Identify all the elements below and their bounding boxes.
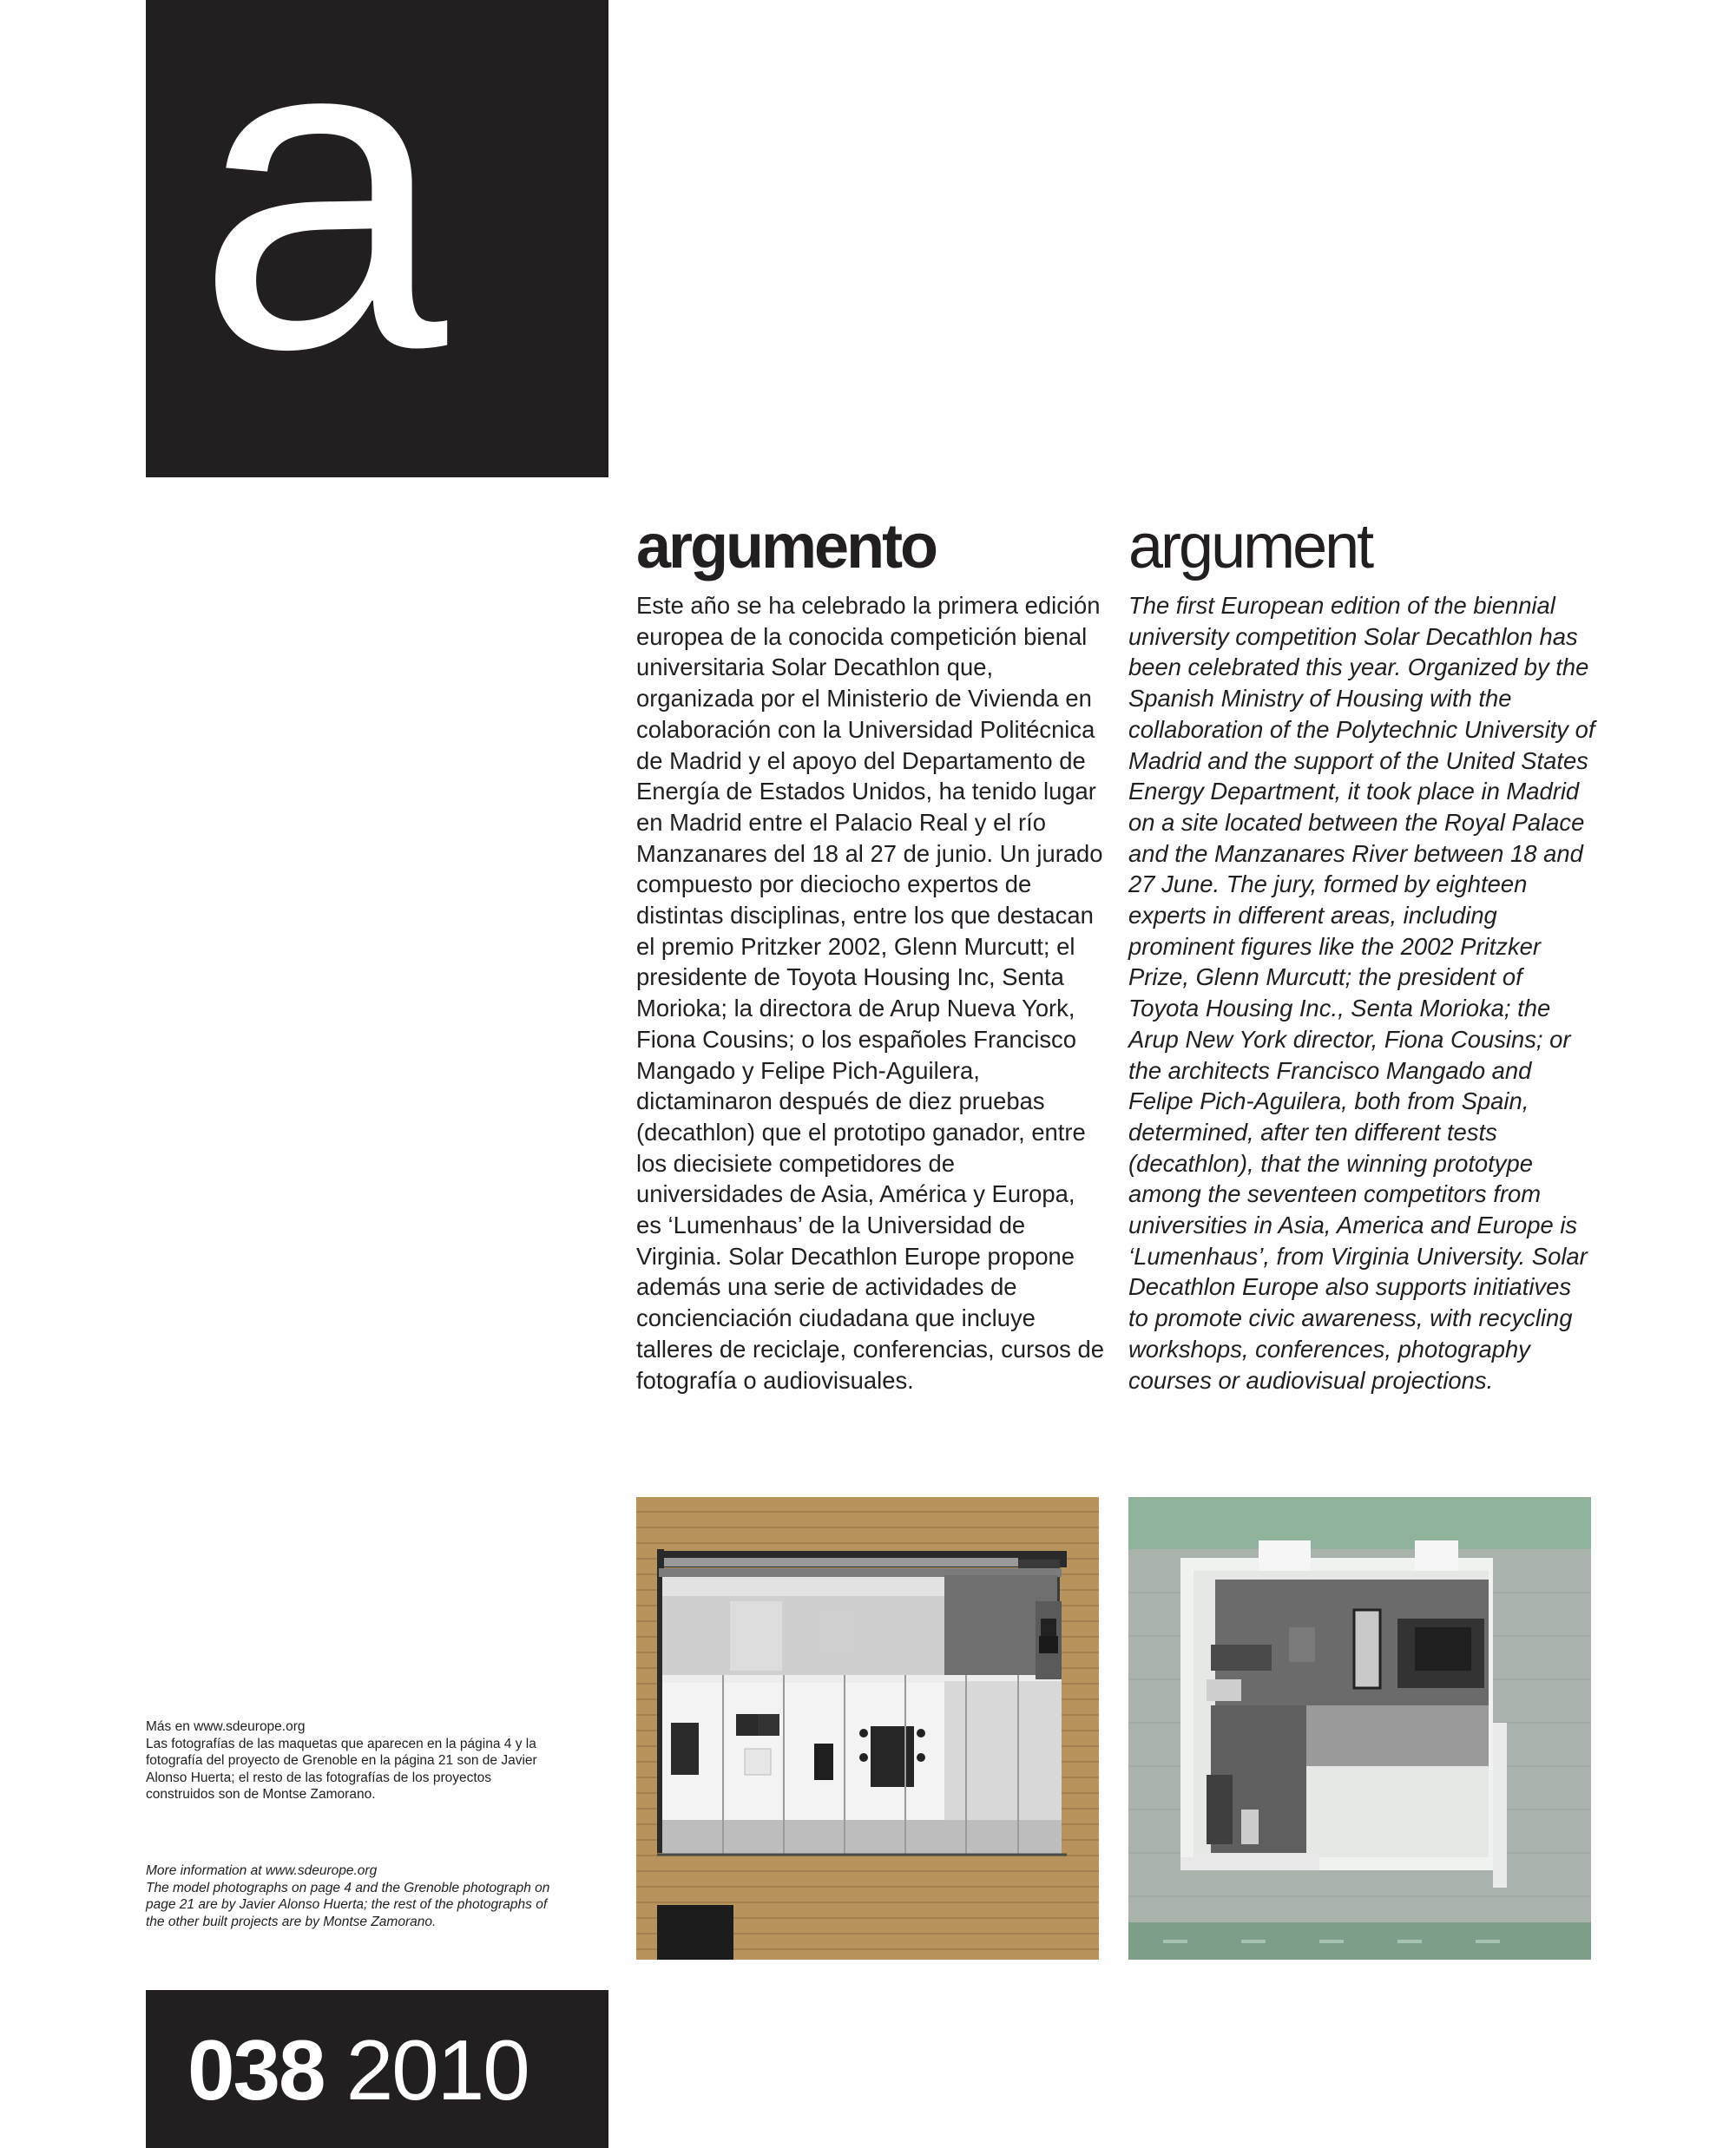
model-photo-left (636, 1497, 1099, 1960)
credits-english-link: More information at www.sdeurope.org (146, 1863, 378, 1878)
issue-block (146, 1990, 608, 2148)
credits-spanish-link: Más en www.sdeurope.org (146, 1719, 306, 1734)
credits-english (146, 1862, 554, 1930)
english-body: The first European edition of the biennial university competition Solar Decathlon has been celebrated this year. Organized by the Spanish Ministry of Housing with the collaboration of the Polytechnic University of Madrid and the support of the United States Energy Department, it took place in Madrid on a site located between the Royal Palace and the Manzanares River between 18 and 27 June. The jury, formed by eighteen experts in different areas, including prominent figures like the 2002 Pritzker Prize, Glenn Murcutt; the president of Toyota Housing Inc., Senta Morioka; the Arup New York director, Fiona Cousins; or the architects Francisco Mangado and Felipe Pich-Aguilera, both from Spain, determined, after ten different tests (decathlon), that the winning prototype among the seventeen competitors from universities in Asia, America and Europe is ‘Lumenhaus’, from Virginia University. Solar Decathlon Europe also supports initiatives to promote civic awareness, with recycling workshops, conferences, photography courses or audiovisual projections. (1128, 592, 1595, 1394)
credits-spanish (146, 1718, 554, 1803)
issue-label (187, 2022, 529, 2118)
spanish-body: Este año se ha celebrado la primera edición europea de la conocida competición bienal universitaria Solar Decathlon que, organizada por el Ministerio de Vivienda en colaboración con la Universidad Politécnica de Madrid y el apoyo del Departamento de Energía de Estados Unidos, ha tenido lugar en Madrid entre el Palacio Real y el río Manzanares del 18 al 27 de junio. Un jurado compuesto por dieciocho expertos de distintas disciplinas, entre los que destacan el premio Pritzker 2002, Glenn Murcutt; el presidente de Toyota Housing Inc, Senta Morioka; la directora de Arup Nueva York, Fiona Cousins; o los españoles Francisco Mangado y Felipe Pich-Aguilera, dictaminaron después de diez pruebas (decathlon) que el prototipo ganador, entre los diecisiete competidores de universidades de Asia, América y Europa, es ‘Lumenhaus’ de la Universidad de Virginia. Solar Decathlon Europe propone además una serie de actividades de concienciación ciudadana que incluye talleres de reciclaje, conferencias, cursos de fotografía o audiovisuales. (636, 592, 1104, 1394)
spanish-heading: argumento (636, 512, 937, 581)
issue-year: 2010 (345, 2022, 529, 2118)
credits-english-text: The model photographs on page 4 and the Grenoble photograph on page 21 are by Javier Alonso Huerta; the rest of the photographs of the other built projects are by Montse Zamorano. (146, 1880, 550, 1929)
logo-block (146, 0, 608, 477)
spanish-column (636, 512, 1105, 1396)
credits-spanish-text: Las fotografías de las maquetas que aparecen en la página 4 y la fotografía del proyecto de Grenoble en la página 21 son de Javier Alonso Huerta; el resto de las fotografías de los proyectos construidos son de Montse Zamorano. (146, 1736, 537, 1802)
english-column (1128, 512, 1597, 1396)
logo-letter: a (196, 0, 439, 443)
model-photo-right (1128, 1497, 1591, 1960)
english-heading: argument (1128, 512, 1372, 581)
issue-number: 038 (187, 2022, 325, 2118)
